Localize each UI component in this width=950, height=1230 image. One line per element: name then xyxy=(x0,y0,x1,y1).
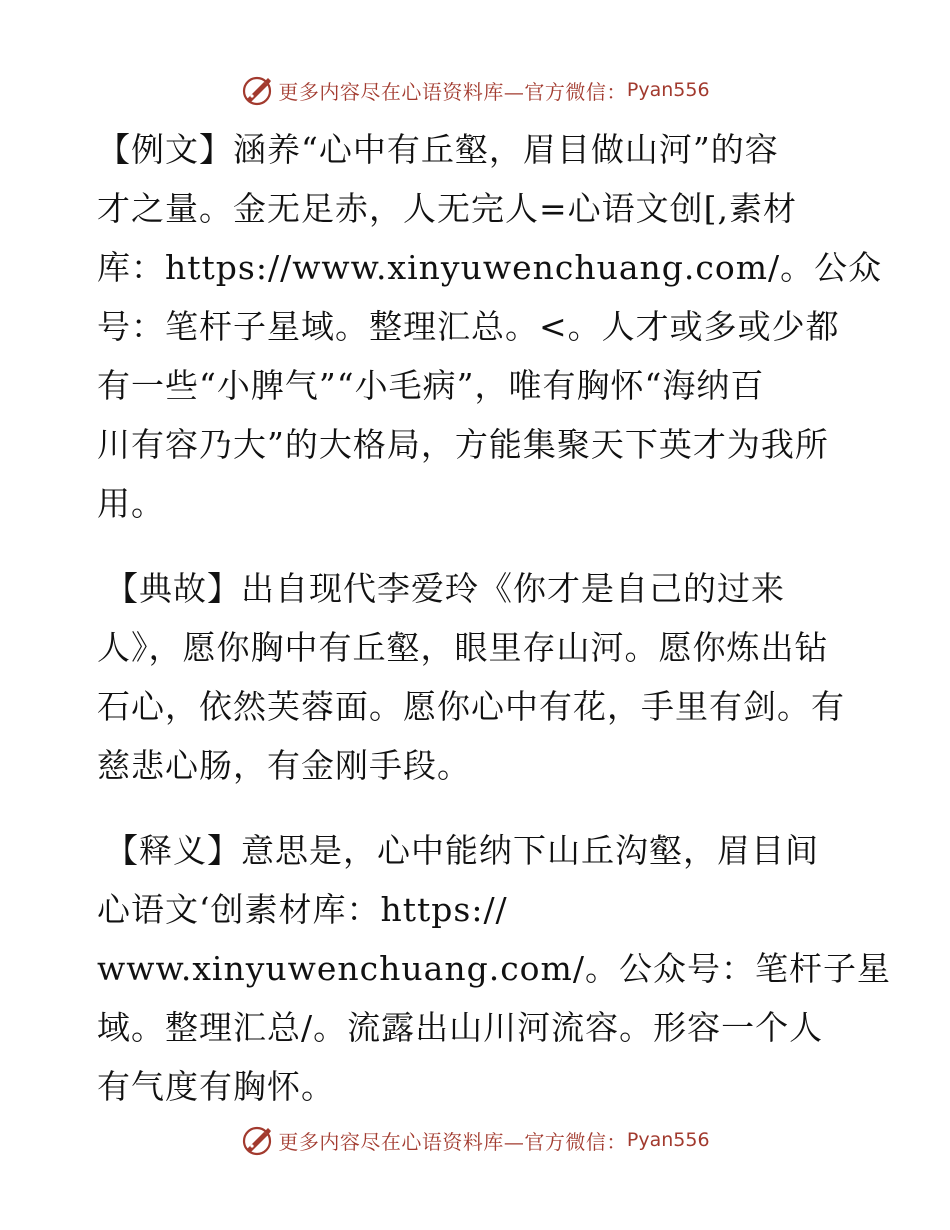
paragraph-allusion xyxy=(97,559,857,795)
banner-contact: Pyan556 xyxy=(626,79,710,101)
text-line: 域。整理汇总/。流露出山川河流容。形容一个人 xyxy=(97,1008,824,1047)
text-line: 【释义】意思是，心中能纳下山丘沟壑，眉目间 xyxy=(105,831,819,870)
pen-logo-icon xyxy=(240,73,274,107)
text-line: 库：https://www.xinyuwenchuang.com/。公众 xyxy=(97,248,883,287)
text-line: 有气度有胸怀。 xyxy=(97,1067,335,1106)
paragraph-meaning xyxy=(97,821,891,1116)
text-line: 川有容乃大”的大格局，方能集聚天下英才为我所 xyxy=(97,425,829,464)
text-line: 有一些“小脾气”“小毛病”，唯有胸怀“海纳百 xyxy=(97,366,765,405)
text-line: 心语文‘创素材库：https:// xyxy=(97,890,508,929)
document-body xyxy=(97,120,891,1142)
text-line: 才之量。金无足赤，人无完人=心语文创[,素材 xyxy=(97,189,798,228)
text-line: 【例文】涵养“心中有丘壑，眉目做山河”的容 xyxy=(97,130,779,169)
text-line: 号：笔杆子星域。整理汇总。<。人才或多或少都 xyxy=(97,307,840,346)
text-line: 用。 xyxy=(97,484,165,523)
banner-text: 更多内容尽在心语资料库—官方微信： xyxy=(278,1129,627,1154)
paragraph-example xyxy=(97,120,883,533)
text-line: 石心，依然芙蓉面。愿你心中有花，手里有剑。有 xyxy=(97,687,845,726)
text-line: 【典故】出自现代李爱玲《你才是自己的过来 xyxy=(105,569,785,608)
pen-logo-icon xyxy=(240,1123,274,1157)
banner-contact: Pyan556 xyxy=(626,1129,710,1151)
text-line: www.xinyuwenchuang.com/。公众号：笔杆子星 xyxy=(97,949,891,988)
banner-text: 更多内容尽在心语资料库—官方微信： xyxy=(278,79,627,104)
footer-banner xyxy=(0,1120,950,1160)
header-banner xyxy=(0,70,950,110)
text-line: 慈悲心肠，有金刚手段。 xyxy=(97,746,471,785)
text-line: 人》，愿你胸中有丘壑，眼里存山河。愿你炼出钻 xyxy=(97,628,829,667)
